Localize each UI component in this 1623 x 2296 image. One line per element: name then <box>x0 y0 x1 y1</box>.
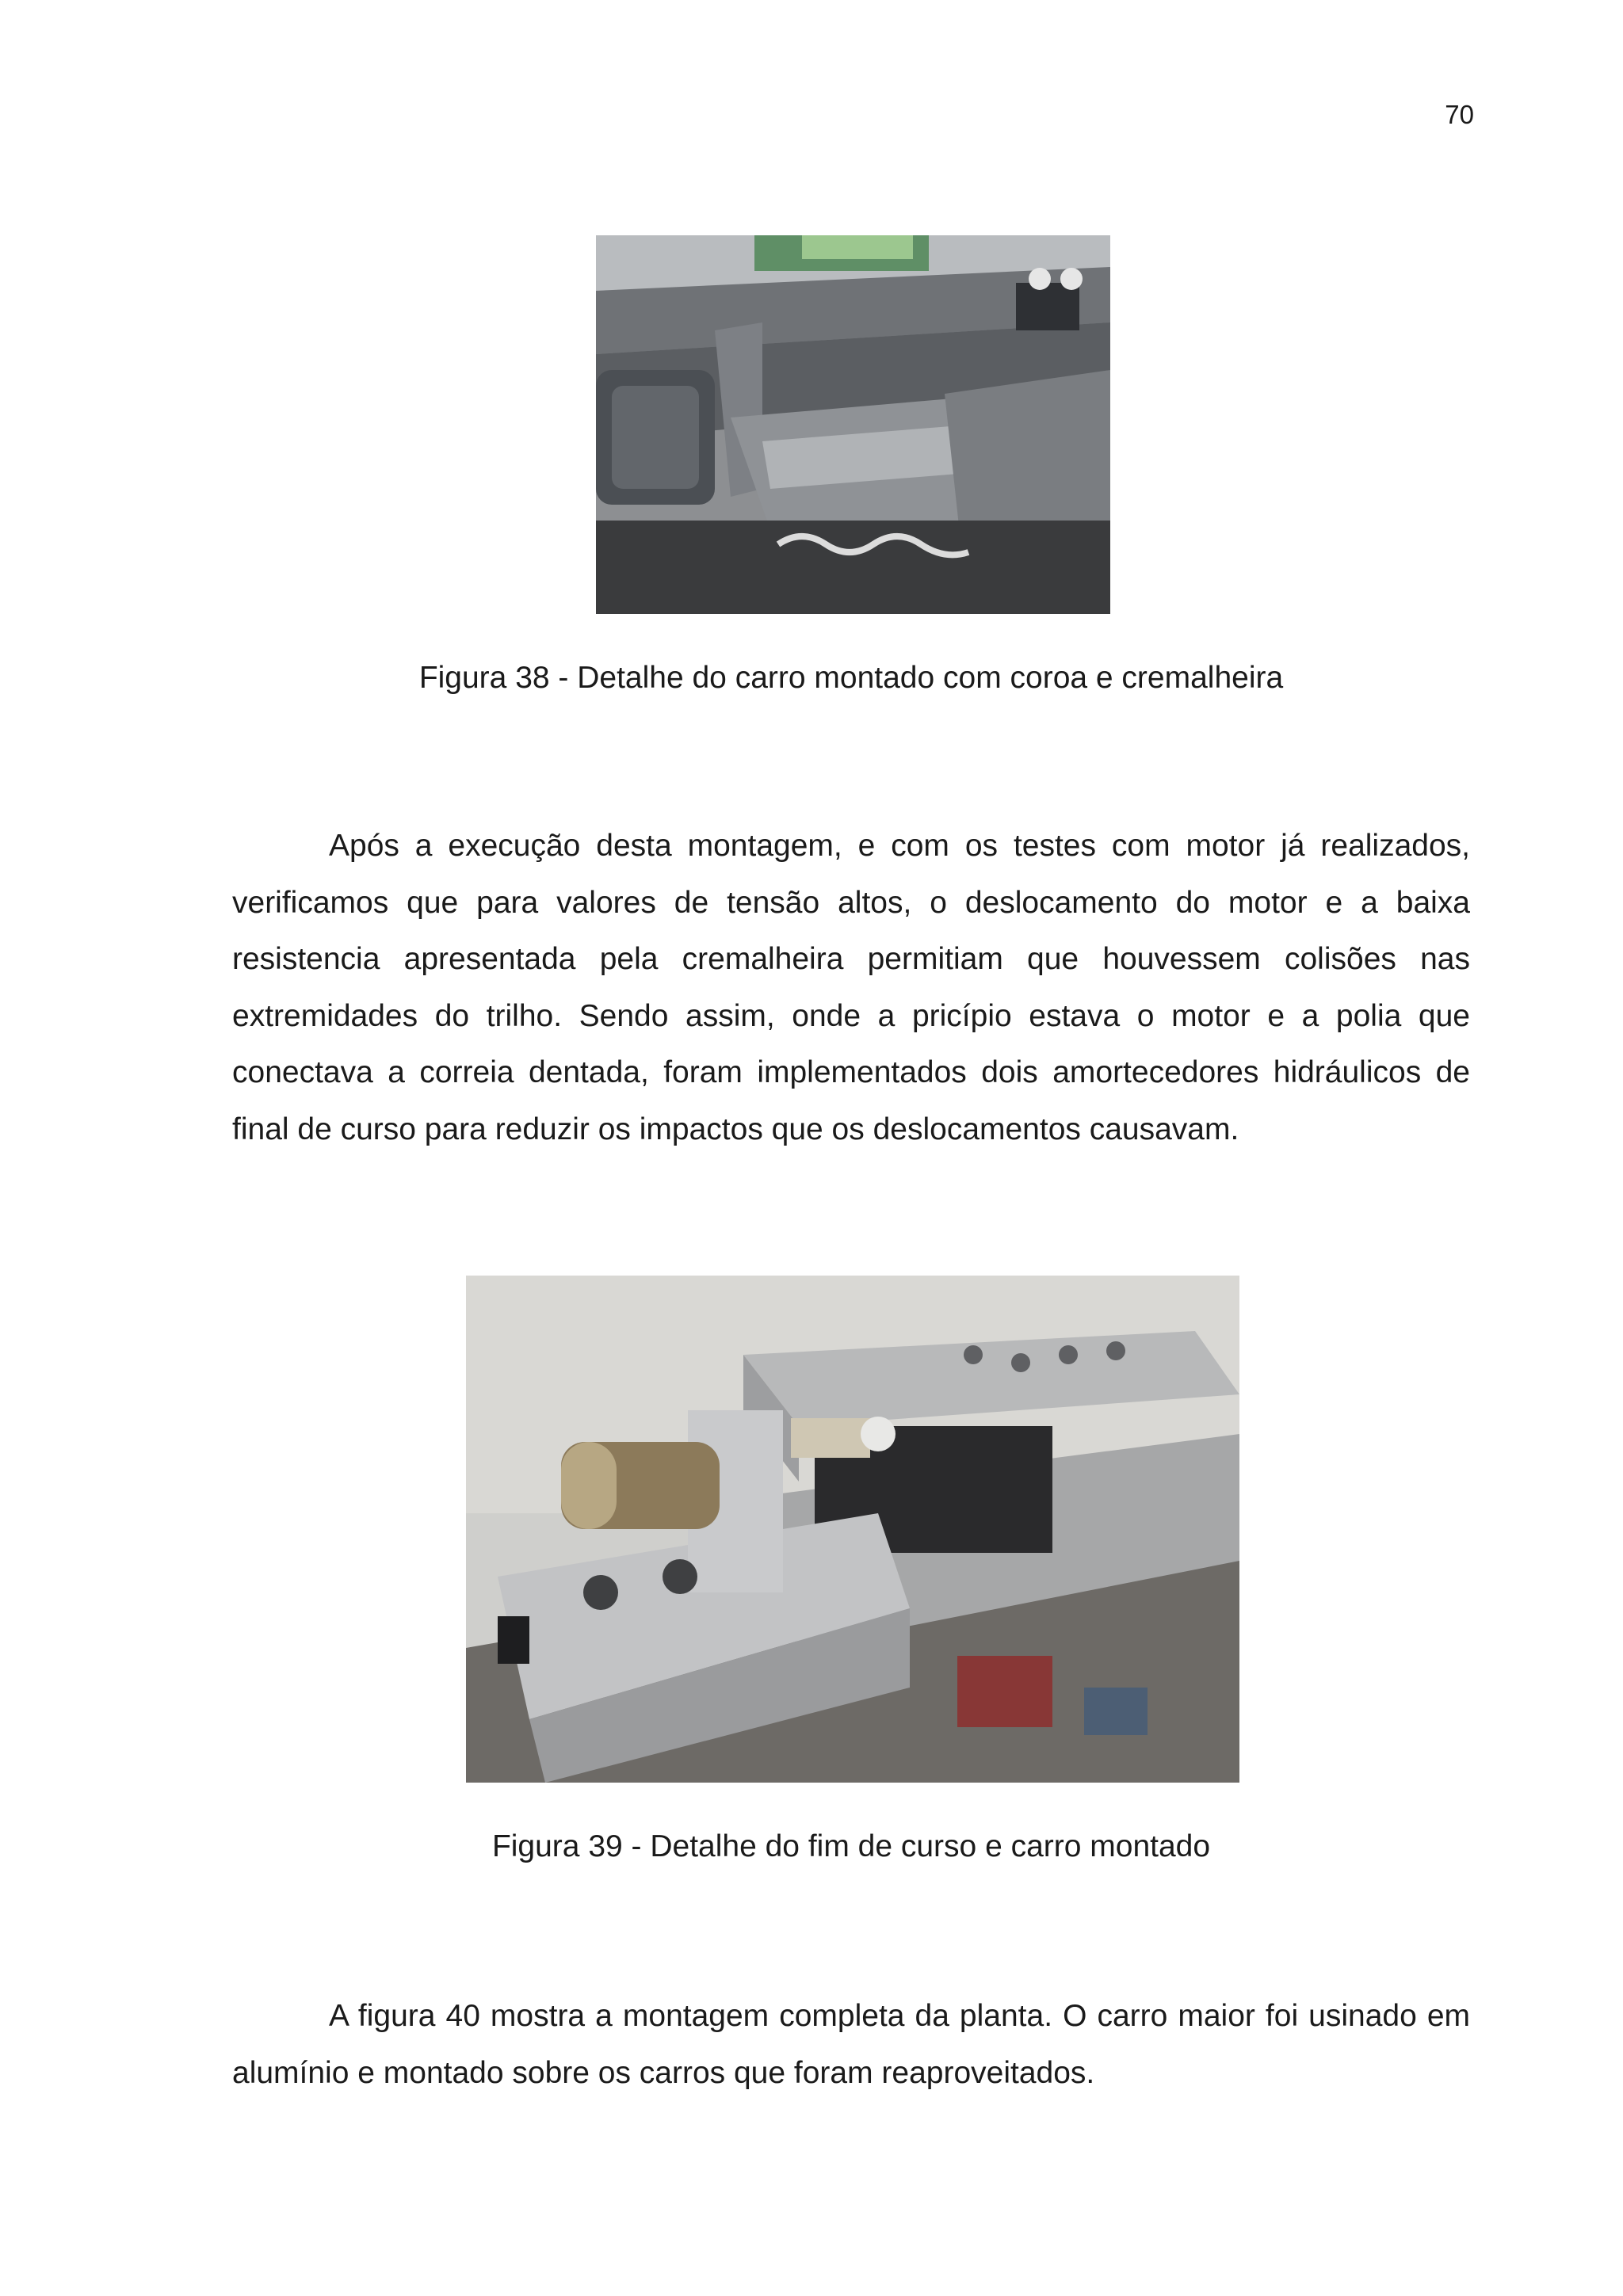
body-paragraph-1: Após a execução desta montagem, e com os testes com motor já realizados, verificamos que para valores de tensão altos, o deslocamento do motor e a baixa resistencia apresentada pela cremalheira permitiam que houvessem colisões nas extremidades do trilho. Sendo assim, onde a pricípio estava o motor e a polia que conectava a correia dentada, foram implementados dois amortecedores hidráulicos de final de curso para reduzir os impactos que os deslocamentos causavam. <box>232 829 1470 1146</box>
figure-38-photo <box>596 235 1110 614</box>
figure-38-caption: Figura 38 - Detalhe do carro montado com coroa e cremalheira <box>418 661 1284 695</box>
body-paragraph-2: A figura 40 mostra a montagem completa da planta. O carro maior foi usinado em alumínio e montado sobre os carros que foram reaproveitados. <box>232 1999 1470 2090</box>
figure-39-caption: Figura 39 - Detalhe do fim de curso e carro montado <box>491 1829 1211 1863</box>
figure-39-photo <box>466 1276 1239 1783</box>
page-number: 70 <box>1445 100 1474 129</box>
